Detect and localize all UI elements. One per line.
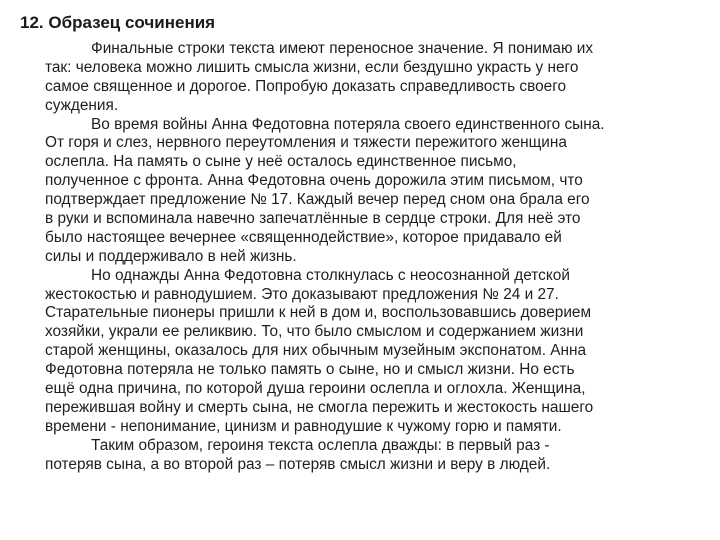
- essay-line: От горя и слез, нервного переутомления и тяжести пережитого женщина: [45, 134, 567, 152]
- essay-line: жестокостью и равнодушием. Это доказывают предложения № 24 и 27.: [45, 285, 559, 303]
- essay-line: потеряв сына, а во второй раз – потеряв смысл жизни и веру в людей.: [45, 455, 551, 473]
- essay-line: полученное с фронта. Анна Федотовна очень дорожила этим письмом, что: [45, 172, 583, 190]
- essay-line: подтверждает предложение № 17. Каждый вечер перед сном она брала его: [45, 191, 590, 209]
- essay-line: было настоящее вечернее «священнодействие», которое придавало ей: [45, 228, 562, 246]
- essay-line: Старательные пионеры пришли к ней в дом и, воспользовавшись доверием: [45, 304, 592, 322]
- essay-line: Финальные строки текста имеют переносное значение. Я понимаю их: [91, 40, 594, 57]
- essay-line: самое священное и дорогое. Попробую доказать справедливость своего: [45, 77, 567, 95]
- essay-line: ещё одна причина, по которой душа героини ослепла и оглохла. Женщина,: [45, 380, 586, 398]
- essay-line: ослепла. На память о сыне у неё осталось единственное письмо,: [45, 153, 517, 171]
- essay-line: в руки и вспоминала навечно запечатлённые в сердце строки. Для неё это: [45, 210, 581, 228]
- essay-line: Но однажды Анна Федотовна столкнулась с неосознанной детской: [91, 266, 570, 284]
- essay-line: Во время войны Анна Федотовна потеряла своего единственного сына.: [91, 115, 605, 133]
- essay-line: суждения.: [45, 96, 119, 114]
- essay-line: силы и поддерживало в ней жизнь.: [45, 247, 297, 265]
- essay-line: так: человека можно лишить смысла жизни, если бездушно украсть у него: [45, 58, 579, 76]
- essay-line: старой женщины, оказалось для них обычным музейным экспонатом. Анна: [45, 342, 587, 360]
- essay-line: пережившая войну и смерть сына, не смогла пережить и жестокость нашего: [45, 398, 594, 416]
- essay-line: Федотовна потеряла не только память о сыне, но и смысл жизни. Но есть: [45, 361, 575, 379]
- essay-line: времени - непонимание, цинизм и равнодушие к чужому горю и памяти.: [45, 417, 562, 435]
- essay-line: хозяйки, украли ее реликвию. То, что было смыслом и содержанием жизни: [45, 323, 584, 341]
- essay-text: [45, 40, 695, 474]
- essay-line: Таким образом, героиня текста ослепла дважды: в первый раз -: [91, 436, 550, 454]
- slide-title: 12. Образец сочинения: [20, 13, 216, 32]
